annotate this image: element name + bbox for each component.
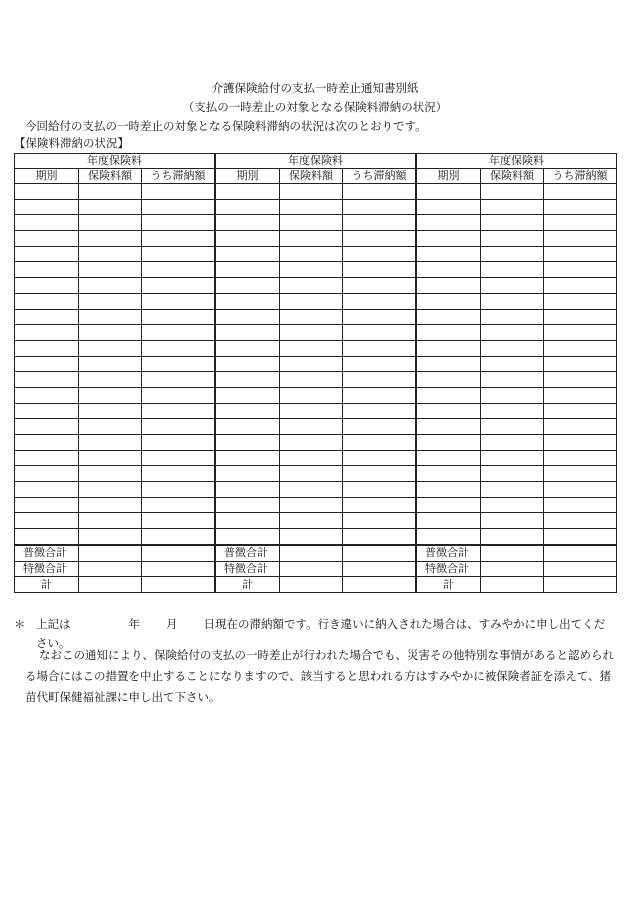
note-prefix: 上記は (36, 617, 71, 631)
table-row (15, 497, 617, 513)
period-cell (417, 340, 481, 356)
arrears-cell (142, 372, 215, 388)
summary-row (15, 545, 617, 561)
amount-cell (280, 497, 343, 513)
period-cell (15, 325, 79, 341)
amount-cell (280, 356, 343, 372)
amount-cell (481, 372, 544, 388)
arrears-cell (142, 545, 215, 561)
amount-cell (79, 325, 142, 341)
arrears-cell (142, 309, 215, 325)
amount-cell (280, 450, 343, 466)
amount-cell (280, 215, 343, 231)
period-cell (15, 262, 79, 278)
arrears-cell (343, 372, 416, 388)
amount-cell (79, 529, 142, 545)
arrears-cell (142, 435, 215, 451)
arrears-cell (343, 497, 416, 513)
period-cell (15, 340, 79, 356)
arrears-cell (142, 419, 215, 435)
arrears-cell (544, 435, 617, 451)
period-cell (216, 215, 280, 231)
amount-cell (481, 356, 544, 372)
amount-cell (481, 325, 544, 341)
period-cell (216, 231, 280, 247)
period-cell (417, 199, 481, 215)
amount-cell (280, 577, 343, 593)
notice-paragraph: なおこの通知により、保険給付の支払の一時差止が行われた場合でも、災害その他特別な事情があると認められる場合にはこの措置を中止することになりますので、該当すると思われる方はすみやかに被保険者証を添えて、猪苗代町保健福祉課に申し出て下さい。 (25, 648, 614, 704)
arrears-cell (343, 309, 416, 325)
section-label: 【保険料滞納の状況】 (14, 136, 129, 150)
amount-cell (79, 372, 142, 388)
arrears-cell (142, 561, 215, 577)
arrears-cell (142, 403, 215, 419)
table-row (15, 325, 617, 341)
table-row (15, 450, 617, 466)
amount-cell (79, 293, 142, 309)
period-cell (417, 387, 481, 403)
amount-cell (79, 419, 142, 435)
amount-cell (79, 435, 142, 451)
amount-cell (280, 293, 343, 309)
table-row (15, 356, 617, 372)
table-row (15, 184, 617, 200)
arrears-cell (142, 278, 215, 294)
arrears-cell (544, 482, 617, 498)
col-period-header: 期別 (216, 169, 280, 184)
period-cell (216, 450, 280, 466)
period-cell (216, 199, 280, 215)
period-cell (417, 215, 481, 231)
table-row (15, 278, 617, 294)
amount-cell (280, 199, 343, 215)
amount-cell (79, 497, 142, 513)
amount-cell (481, 340, 544, 356)
arrears-cell (142, 293, 215, 309)
amount-cell (280, 246, 343, 262)
arrears-cell (142, 466, 215, 482)
period-cell (15, 372, 79, 388)
amount-cell (481, 278, 544, 294)
amount-cell (481, 184, 544, 200)
amount-cell (280, 340, 343, 356)
amount-cell (79, 246, 142, 262)
arrears-cell (142, 356, 215, 372)
table-row (15, 262, 617, 278)
amount-cell (79, 403, 142, 419)
period-cell (216, 497, 280, 513)
arrears-cell (343, 293, 416, 309)
table-row (15, 435, 617, 451)
amount-cell (79, 561, 142, 577)
tokucho-total-label: 特徴合計 (15, 561, 79, 577)
note-month-label: 月 (166, 617, 178, 631)
tokucho-total-label: 特徴合計 (417, 561, 481, 577)
arrears-cell (142, 325, 215, 341)
arrears-cell (343, 577, 416, 593)
period-cell (15, 466, 79, 482)
arrears-cell (142, 262, 215, 278)
arrears-cell (343, 215, 416, 231)
period-cell (417, 293, 481, 309)
amount-cell (79, 231, 142, 247)
arrears-cell (343, 529, 416, 545)
amount-cell (280, 262, 343, 278)
amount-cell (481, 419, 544, 435)
period-cell (15, 293, 79, 309)
period-cell (216, 513, 280, 529)
arrears-cell (142, 215, 215, 231)
note-suffix: 日現在の滞納額です。行き違いに納入された場合は、すみやかに申し出てください。 (36, 617, 606, 650)
period-cell (216, 529, 280, 545)
period-cell (417, 231, 481, 247)
arrears-cell (142, 497, 215, 513)
grand-total-label: 計 (216, 577, 280, 593)
arrears-cell (544, 278, 617, 294)
amount-cell (280, 278, 343, 294)
period-cell (216, 419, 280, 435)
amount-cell (481, 309, 544, 325)
amount-cell (280, 184, 343, 200)
period-cell (216, 293, 280, 309)
col-period-header: 期別 (417, 169, 481, 184)
table-row (15, 419, 617, 435)
col-arrears-header: うち滞納額 (142, 169, 215, 184)
amount-cell (481, 262, 544, 278)
period-cell (216, 325, 280, 341)
document-title: 介護保険給付の支払一時差止通知書別紙 (211, 81, 419, 95)
amount-cell (481, 450, 544, 466)
amount-cell (481, 403, 544, 419)
arrears-cell (544, 419, 617, 435)
arrears-cell (343, 246, 416, 262)
grand-total-label: 計 (15, 577, 79, 593)
amount-cell (481, 231, 544, 247)
col-amount-header: 保険料額 (280, 169, 343, 184)
arrears-cell (142, 513, 215, 529)
amount-cell (79, 215, 142, 231)
amount-cell (280, 513, 343, 529)
arrears-cell (343, 561, 416, 577)
col-amount-header: 保険料額 (481, 169, 544, 184)
col-period-header: 期別 (15, 169, 79, 184)
arrears-cell (343, 231, 416, 247)
table-row (15, 482, 617, 498)
table-row (15, 529, 617, 545)
col-arrears-header: うち滞納額 (343, 169, 416, 184)
amount-cell (79, 309, 142, 325)
arrears-cell (544, 325, 617, 341)
arrears-cell (142, 387, 215, 403)
arrears-cell (544, 199, 617, 215)
amount-cell (79, 450, 142, 466)
arrears-cell (343, 403, 416, 419)
period-cell (417, 419, 481, 435)
amount-cell (280, 231, 343, 247)
period-cell (15, 482, 79, 498)
arrears-cell (343, 450, 416, 466)
period-cell (417, 482, 481, 498)
summary-row (15, 561, 617, 577)
amount-cell (280, 529, 343, 545)
table-row (15, 513, 617, 529)
amount-cell (79, 356, 142, 372)
amount-cell (481, 199, 544, 215)
arrears-cell (544, 293, 617, 309)
amount-cell (280, 435, 343, 451)
arrears-cell (544, 403, 617, 419)
period-cell (216, 184, 280, 200)
arrears-cell (343, 340, 416, 356)
arrears-table (14, 153, 617, 593)
arrears-cell (343, 278, 416, 294)
table-row (15, 309, 617, 325)
arrears-cell (544, 356, 617, 372)
period-cell (417, 403, 481, 419)
period-cell (15, 435, 79, 451)
summary-row (15, 577, 617, 593)
amount-cell (481, 497, 544, 513)
period-cell (216, 387, 280, 403)
amount-cell (79, 184, 142, 200)
amount-cell (79, 466, 142, 482)
period-cell (15, 199, 79, 215)
table-row (15, 403, 617, 419)
amount-cell (481, 561, 544, 577)
period-cell (216, 309, 280, 325)
arrears-cell (343, 184, 416, 200)
arrears-cell (544, 372, 617, 388)
period-cell (216, 482, 280, 498)
arrears-cell (544, 184, 617, 200)
amount-cell (280, 545, 343, 561)
arrears-cell (544, 497, 617, 513)
arrears-cell (544, 387, 617, 403)
arrears-cell (142, 482, 215, 498)
amount-cell (481, 387, 544, 403)
arrears-cell (544, 340, 617, 356)
period-cell (417, 435, 481, 451)
amount-cell (481, 246, 544, 262)
amount-cell (481, 215, 544, 231)
arrears-cell (142, 340, 215, 356)
amount-cell (280, 325, 343, 341)
arrears-cell (343, 356, 416, 372)
arrears-cell (544, 215, 617, 231)
amount-cell (280, 561, 343, 577)
group-header-row (15, 154, 617, 169)
arrears-cell (544, 231, 617, 247)
amount-cell (79, 262, 142, 278)
table-row (15, 387, 617, 403)
amount-cell (481, 466, 544, 482)
group-header-2: 年度保険料 (216, 154, 416, 169)
tokucho-total-label: 特徴合計 (216, 561, 280, 577)
arrears-cell (343, 262, 416, 278)
amount-cell (79, 577, 142, 593)
period-cell (15, 529, 79, 545)
arrears-cell (142, 577, 215, 593)
amount-cell (79, 545, 142, 561)
arrears-cell (142, 184, 215, 200)
group-header-3: 年度保険料 (417, 154, 617, 169)
period-cell (15, 231, 79, 247)
period-cell (15, 387, 79, 403)
period-cell (417, 278, 481, 294)
futsu-total-label: 普徴合計 (417, 545, 481, 561)
amount-cell (481, 435, 544, 451)
futsu-total-label: 普徴合計 (15, 545, 79, 561)
table-row (15, 231, 617, 247)
arrears-cell (343, 435, 416, 451)
period-cell (15, 278, 79, 294)
arrears-cell (142, 231, 215, 247)
period-cell (216, 403, 280, 419)
period-cell (15, 497, 79, 513)
period-cell (15, 419, 79, 435)
amount-cell (481, 529, 544, 545)
table-row (15, 215, 617, 231)
arrears-cell (343, 387, 416, 403)
period-cell (216, 356, 280, 372)
amount-cell (79, 482, 142, 498)
period-cell (216, 340, 280, 356)
amount-cell (481, 513, 544, 529)
period-cell (15, 184, 79, 200)
group-header-1: 年度保険料 (15, 154, 215, 169)
grand-total-label: 計 (417, 577, 481, 593)
table-row (15, 246, 617, 262)
amount-cell (481, 293, 544, 309)
amount-cell (280, 419, 343, 435)
amount-cell (481, 577, 544, 593)
period-cell (417, 184, 481, 200)
note-asterisk: ＊ (14, 617, 26, 631)
amount-cell (280, 466, 343, 482)
column-header-row (15, 169, 617, 184)
table-row (15, 466, 617, 482)
note-year-label: 年 (128, 617, 140, 631)
table-row (15, 293, 617, 309)
amount-cell (481, 545, 544, 561)
table-row (15, 199, 617, 215)
arrears-cell (343, 199, 416, 215)
document-subtitle: （支払の一時差止の対象となる保険料滞納の状況） (182, 100, 448, 114)
arrears-cell (142, 199, 215, 215)
amount-cell (280, 372, 343, 388)
arrears-cell (343, 482, 416, 498)
period-cell (417, 325, 481, 341)
arrears-cell (343, 545, 416, 561)
arrears-cell (544, 545, 617, 561)
period-cell (15, 246, 79, 262)
table-row (15, 372, 617, 388)
period-cell (417, 529, 481, 545)
arrears-cell (544, 561, 617, 577)
arrears-cell (343, 325, 416, 341)
arrears-cell (343, 419, 416, 435)
arrears-cell (343, 466, 416, 482)
period-cell (417, 497, 481, 513)
period-cell (15, 309, 79, 325)
period-cell (15, 513, 79, 529)
amount-cell (79, 513, 142, 529)
period-cell (417, 309, 481, 325)
period-cell (216, 435, 280, 451)
arrears-cell (544, 262, 617, 278)
col-amount-header: 保険料額 (79, 169, 142, 184)
arrears-cell (544, 466, 617, 482)
arrears-cell (142, 246, 215, 262)
arrears-cell (544, 529, 617, 545)
arrears-cell (343, 513, 416, 529)
amount-cell (481, 482, 544, 498)
period-cell (216, 278, 280, 294)
period-cell (15, 215, 79, 231)
arrears-cell (544, 577, 617, 593)
period-cell (216, 466, 280, 482)
arrears-cell (544, 309, 617, 325)
amount-cell (280, 309, 343, 325)
amount-cell (280, 387, 343, 403)
amount-cell (280, 403, 343, 419)
arrears-cell (544, 513, 617, 529)
arrears-cell (544, 450, 617, 466)
arrears-cell (544, 246, 617, 262)
period-cell (15, 403, 79, 419)
period-cell (15, 450, 79, 466)
amount-cell (79, 199, 142, 215)
amount-cell (79, 340, 142, 356)
period-cell (417, 246, 481, 262)
period-cell (417, 356, 481, 372)
period-cell (216, 246, 280, 262)
amount-cell (79, 387, 142, 403)
period-cell (216, 262, 280, 278)
period-cell (417, 372, 481, 388)
col-arrears-header: うち滞納額 (544, 169, 617, 184)
amount-cell (79, 278, 142, 294)
period-cell (417, 450, 481, 466)
amount-cell (280, 482, 343, 498)
futsu-total-label: 普徴合計 (216, 545, 280, 561)
arrears-cell (142, 529, 215, 545)
period-cell (417, 262, 481, 278)
period-cell (417, 513, 481, 529)
period-cell (15, 356, 79, 372)
table-row (15, 340, 617, 356)
intro-text: 今回給付の支払の一時差止の対象となる保険料滞納の状況は次のとおりです。 (25, 119, 427, 133)
period-cell (216, 372, 280, 388)
arrears-cell (142, 450, 215, 466)
period-cell (417, 466, 481, 482)
